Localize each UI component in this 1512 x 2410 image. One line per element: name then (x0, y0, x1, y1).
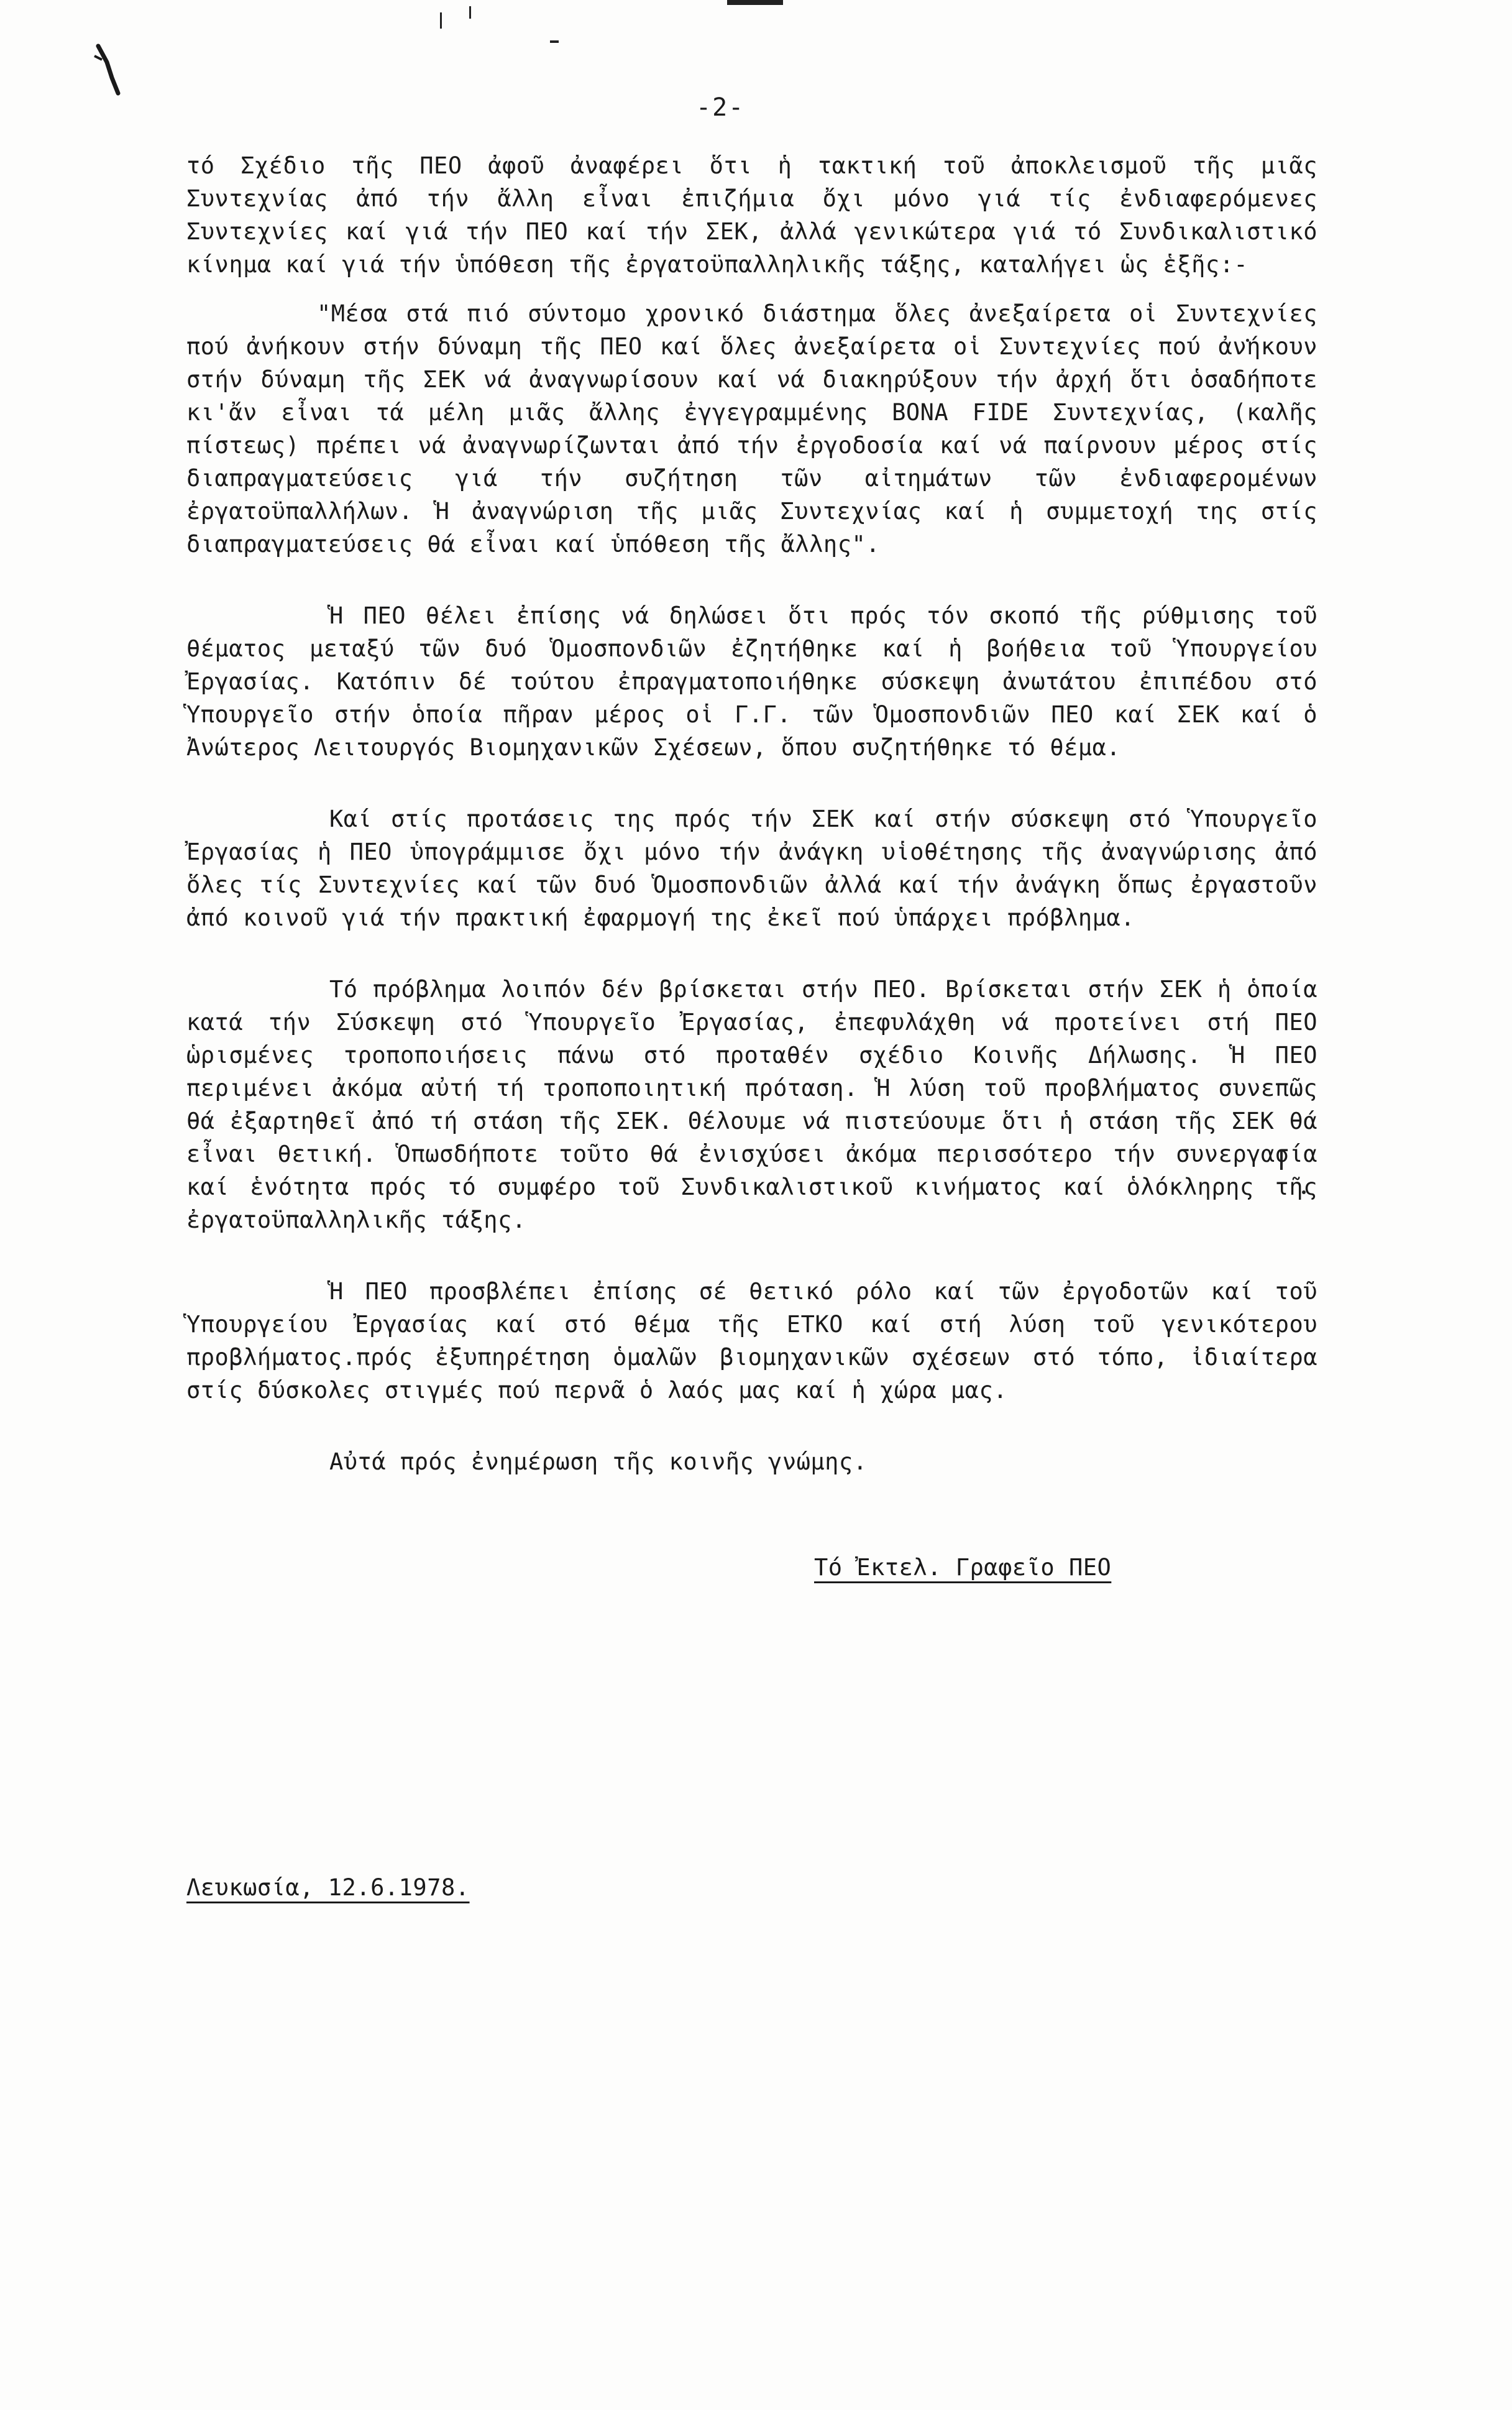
scan-mark (550, 40, 559, 43)
closing-line: Αὐτά πρός ἐνημέρωση τῆς κοινῆς γνώμης. (329, 1448, 868, 1475)
paragraph: τό Σχέδιο τῆς ΠΕΟ ἀφοῦ ἀναφέρει ὅτι ἡ τακτική τοῦ ἀποκλεισμοῦ τῆς μιᾶς Συντεχνίας ἀπό τήν ἄλλη εἶναι ἐπιζήμια ὄχι μόνο γιά τίς ἐνδιαφερόμενες Συντεχνίες καί γιά τήν ΠΕΟ καί τήν ΣΕΚ, ἀλλά γενικώτερα γιά τό Συνδικαλιστικό κίνημα καί γιά τήν ὑπόθεση τῆς ἐργατοϋπαλληλικῆς τάξης, καταλήγει ὡς ἑξῆς:- (186, 152, 1332, 278)
paragraph: Τό πρόβλημα λοιπόν δέν βρίσκεται στήν ΠΕΟ. Βρίσκεται στήν ΣΕΚ ἡ ὁποία κατά τήν Σύσκεψη στό Ὑπουργεῖο Ἐργασίας, ἐπεφυλάχθη νά προτείνει στή ΠΕΟ ὡρισμένες τροποποιήσεις πάνω στό προταθέν σχέδιο Κοινῆς Δήλωσης. Ἡ ΠΕΟ περιμένει ἀκόμα αὐτή τή τροποποιητική πρόταση. Ἡ λύση τοῦ προβλήματος συνεπῶς θά ἐξαρτηθεῖ ἀπό τή στάση τῆς ΣΕΚ. Θέλουμε νά πιστεύουμε ὅτι ἡ στάση τῆς ΣΕΚ θά εἶναι θετική. Ὁπωσδήποτε τοῦτο θά ἐνισχύσει ἀκόμα περισσότερο τήν συνεργασία καί ἑνότητα πρός τό συμφέρο τοῦ Συνδικαλιστικοῦ κινήματος καί ὁλόκληρης τῆς ἐργατοϋπαλληλικῆς τάξης. (186, 976, 1332, 1233)
paragraph: Ἡ ΠΕΟ προσβλέπει ἐπίσης σέ θετικό ρόλο καί τῶν ἐργοδοτῶν καί τοῦ Ὑπουργείου Ἐργασίας καί στό θέμα τῆς ΕΤΚΟ καί στή λύση τοῦ γενικότερου προβλήματος.πρός ἐξυπηρέτηση ὁμαλῶν βιομηχανικῶν σχέσεων στό τόπο, ἰδιαίτερα στίς δύσκολες στιγμές πού περνᾶ ὁ λαός μας καί ἡ χώρα μας. (186, 1278, 1332, 1404)
scan-mark (469, 6, 471, 19)
document-body (186, 149, 1332, 1522)
scan-mark (93, 44, 131, 99)
scan-mark (727, 0, 783, 5)
quoted-paragraph: "Μέσα στά πιό σύντομο χρονικό διάστημα ὅλες ἀνεξαίρετα οἱ Συντεχνίες πού ἀνήκουν στήν δύναμη τῆς ΠΕΟ καί ὅλες ἀνεξαίρετα οἱ Συντεχνίες πού ἀνήκουν στήν δύναμη τῆς ΣΕΚ νά ἀναγνωρίσουν καί νά διακηρύξουν τήν ἀρχή ὅτι ὁσαδήποτε κι'ἄν εἶναι τά μέλη μιᾶς ἄλλης ἐγγεγραμμένης BONA FIDE Συντεχνίας, (καλῆς πίστεως) πρέπει νά ἀναγνωρίζωνται ἀπό τήν ἐργοδοσία καί νά παίρνουν μέρος στίς διαπραγματεύσεις γιά τήν συζήτηση τῶν αἰτημάτων τῶν ἐνδιαφερομένων ἐργατοϋπαλλήλων. Ἡ ἀναγνώριση τῆς μιᾶς Συντεχνίας καί ἡ συμμετοχή της στίς διαπραγματεύσεις θά εἶναι καί ὑπόθεση τῆς ἄλλης". (186, 300, 1332, 558)
signature-line: Τό Ἐκτελ. Γραφεῖο ΠΕΟ (814, 1554, 1112, 1581)
page-number: -2- (696, 93, 745, 122)
date-line: Λευκωσία, 12.6.1978. (186, 1874, 470, 1901)
scan-mark (440, 12, 442, 29)
paragraph: Καί στίς προτάσεις της πρός τήν ΣΕΚ καί στήν σύσκεψη στό Ὑπουργεῖο Ἐργασίας ἡ ΠΕΟ ὑπογράμμισε ὄχι μόνο τήν ἀνάγκη υἱοθέτησης τῆς ἀναγνώρισης ἀπό ὅλες τίς Συντεχνίες καί τῶν δυό Ὁμοσπονδιῶν ἀλλά καί τήν ἀνάγκη ὅπως ἐργαστοῦν ἀπό κοινοῦ γιά τήν πρακτική ἐφαρμογή της ἐκεῖ πού ὑπάρχει πρόβλημα. (186, 806, 1332, 931)
paragraph: Ἡ ΠΕΟ θέλει ἐπίσης νά δηλώσει ὅτι πρός τόν σκοπό τῆς ρύθμισης τοῦ θέματος μεταξύ τῶν δυό Ὁμοσπονδιῶν ἐζητήθηκε καί ἡ βοήθεια τοῦ Ὑπουργείου Ἐργασίας. Κατόπιν δέ τούτου ἐπραγματοποιήθηκε σύσκεψη ἀνωτάτου ἐπιπέδου στό Ὑπουργεῖο στήν ὁποία πῆραν μέρος οἱ Γ.Γ. τῶν Ὁμοσπονδιῶν ΠΕΟ καί ΣΕΚ καί ὁ Ἀνώτερος Λειτουργός Βιομηχανικῶν Σχέσεων, ὅπου συζητήθηκε τό θέμα. (186, 602, 1332, 761)
